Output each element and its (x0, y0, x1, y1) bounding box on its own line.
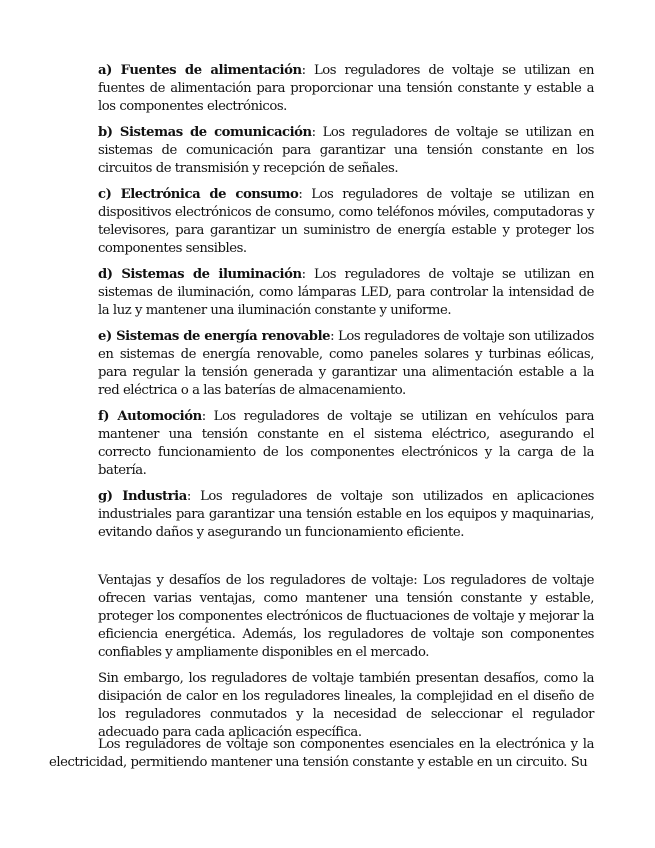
application-text: : Los reguladores de voltaje son utilizados en sistemas de energía renovable, como paneles solares y turbinas eólicas, para regular la tensión generada y garantizar una alimentación estable a la red eléctrica o a las baterías de almacenamiento. (98, 329, 595, 398)
document-body (98, 62, 594, 750)
application-item-e (98, 328, 594, 400)
application-term: g) Industria (98, 489, 187, 504)
application-term: b) Sistemas de comunicación (98, 125, 312, 140)
section-gap (98, 550, 594, 572)
application-text: : Los reguladores de voltaje se utilizan en sistemas de iluminación, como lámparas LED, para controlar la intensidad de la luz y mantener una iluminación constante y uniforme. (98, 267, 595, 318)
application-item-a (98, 62, 594, 116)
advantages-paragraph: Ventajas y desafíos de los reguladores de voltaje: Los reguladores de voltaje ofrecen varias ventajas, como mantener una tensión constante y estable, proteger los componentes electrónicos de fluctuaciones de voltaje y mejorar la eficiencia energética. Además, los reguladores de voltaje son componentes confiables y ampliamente disponibles en el mercado. (98, 573, 594, 660)
application-text: : Los reguladores de voltaje se utilizan en fuentes de alimentación para proporcionar una tensión constante y estable a los componentes electrónicos. (98, 63, 594, 114)
application-item-c (98, 186, 594, 258)
application-term: f) Automoción (98, 409, 202, 424)
application-text: : Los reguladores de voltaje se utilizan en sistemas de comunicación para garantizar una tensión constante en los circuitos de transmisión y recepción de señales. (98, 125, 594, 176)
application-term: c) Electrónica de consumo (98, 187, 299, 202)
application-term: a) Fuentes de alimentación (98, 63, 302, 78)
application-text: : Los reguladores de voltaje se utilizan en vehículos para mantener una tensión constante en el sistema eléctrico, asegurando el correcto funcionamiento de los componentes electrónicos y la carga de la batería. (98, 409, 594, 478)
application-term: e) Sistemas de energía renovable (98, 329, 331, 344)
challenges-paragraph: Sin embargo, los reguladores de voltaje también presentan desafíos, como la disipación de calor en los reguladores lineales, la complejidad en el diseño de los reguladores conmutados y la necesidad de seleccionar el regulador adecuado para cada aplicación específica. (98, 671, 594, 740)
application-term: d) Sistemas de iluminación (98, 267, 302, 282)
application-item-g (98, 488, 594, 542)
application-item-d (98, 266, 594, 320)
application-item-f (98, 408, 594, 480)
conclusion-paragraph: Los reguladores de voltaje son componentes esenciales en la electrónica y la electricidad, permitiendo mantener una tensión constante y estable en un circuito. Su (49, 737, 594, 770)
application-text: : Los reguladores de voltaje son utilizados en aplicaciones industriales para garantizar una tensión estable en los equipos y maquinarias, evitando daños y asegurando un funcionamiento eficiente. (98, 489, 594, 540)
application-text: : Los reguladores de voltaje se utilizan en dispositivos electrónicos de consumo, como teléfonos móviles, computadoras y televisores, para garantizar un suministro de energía estable y proteger los componentes sensibles. (98, 187, 594, 256)
application-item-b (98, 124, 594, 178)
